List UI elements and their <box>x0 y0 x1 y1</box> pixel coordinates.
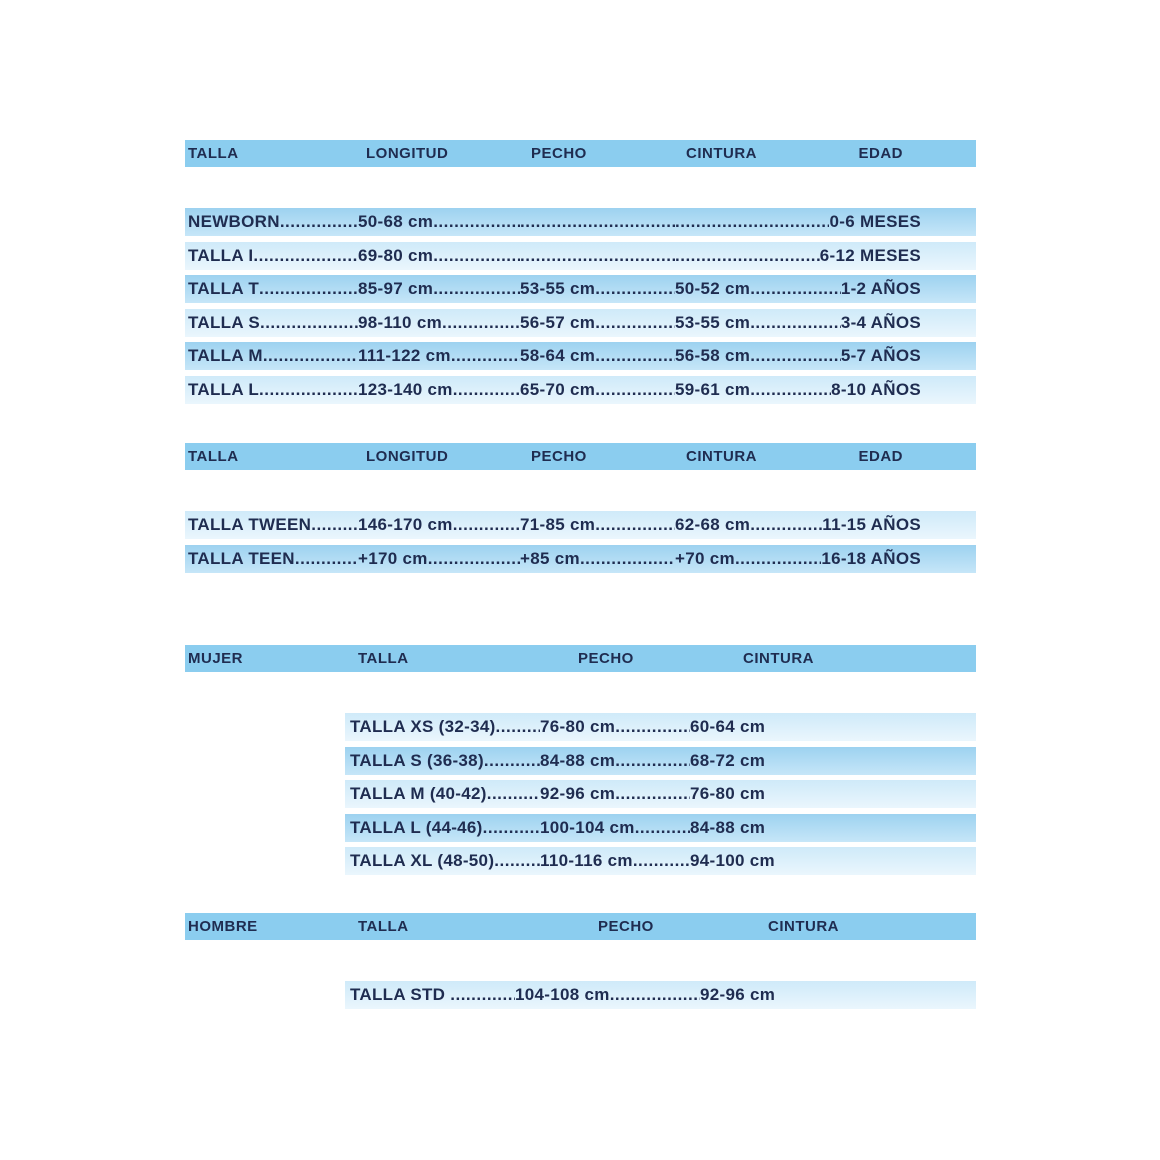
cintura-value: 76-80 cm <box>690 784 766 803</box>
dot-leader <box>595 376 675 404</box>
dot-leader <box>580 545 675 573</box>
dot-leader <box>520 242 675 270</box>
cell-talla <box>345 847 540 875</box>
cell-cintura <box>675 376 831 404</box>
pecho-value: +85 cm <box>520 548 580 568</box>
size-table-men <box>185 913 976 1015</box>
edad-value: 16-18 AÑOS <box>821 548 921 568</box>
pecho-value: 104-108 cm <box>515 985 610 1004</box>
table-row-teen <box>185 545 976 573</box>
pecho-value: 76-80 cm <box>540 717 616 736</box>
longitud-value: 85-97 cm <box>358 279 434 298</box>
dot-leader <box>496 713 540 741</box>
column-header-edad: EDAD <box>858 448 903 465</box>
cell-longitud <box>358 275 520 303</box>
talla-value: NEWBORN <box>188 212 280 231</box>
cell-longitud <box>358 342 520 370</box>
dot-leader <box>259 275 358 303</box>
column-header-cintura: CINTURA <box>743 650 814 667</box>
cell-pecho <box>520 242 675 270</box>
longitud-value: 50-68 cm <box>358 212 434 231</box>
cell-talla <box>185 208 358 236</box>
column-header-longitud: LONGITUD <box>366 145 449 162</box>
talla-value: TALLA L <box>188 379 260 399</box>
cell-cintura <box>675 242 820 270</box>
dot-leader <box>263 342 358 370</box>
size-table-kids-older <box>185 443 976 578</box>
cell-longitud <box>358 511 520 539</box>
table-row-women-l <box>345 814 976 842</box>
dot-leader <box>483 814 540 842</box>
cell-longitud <box>358 242 520 270</box>
dot-leader <box>750 376 831 404</box>
table-header-women <box>185 645 976 672</box>
cell-pecho <box>540 780 690 808</box>
cell-talla <box>345 814 540 842</box>
cell-edad <box>821 545 976 573</box>
cintura-value: 53-55 cm <box>675 312 751 332</box>
cintura-value: 62-68 cm <box>675 515 751 534</box>
cell-pecho <box>520 511 675 539</box>
cell-pecho <box>520 275 675 303</box>
table-row-newborn <box>185 208 976 236</box>
dot-leader <box>750 511 822 539</box>
column-header-edad: EDAD <box>858 145 903 162</box>
longitud-value: 111-122 cm <box>358 346 451 365</box>
dot-leader <box>595 342 675 370</box>
cell-pecho <box>520 376 675 404</box>
pecho-value: 53-55 cm <box>520 279 596 298</box>
longitud-value: +170 cm <box>358 548 428 568</box>
cell-pecho <box>520 309 675 337</box>
cell-pecho <box>515 981 700 1009</box>
dot-leader <box>260 309 358 337</box>
dot-leader <box>451 342 520 370</box>
cell-cintura <box>690 814 976 842</box>
cell-pecho <box>540 847 690 875</box>
talla-value: TALLA I <box>188 245 254 265</box>
edad-value: 6-12 MESES <box>819 245 921 265</box>
table-row-men-std <box>345 981 976 1009</box>
size-table-women <box>185 645 976 881</box>
cintura-value: 94-100 cm <box>690 851 775 870</box>
talla-value: TALLA M <box>188 346 263 365</box>
dot-leader <box>428 545 520 573</box>
edad-value: 8-10 AÑOS <box>831 379 921 399</box>
pecho-value: 92-96 cm <box>540 784 616 803</box>
table-row-talla-t <box>185 275 976 303</box>
column-header-pecho: PECHO <box>531 145 587 162</box>
cell-talla <box>185 309 358 337</box>
cell-talla <box>185 545 358 573</box>
cell-cintura <box>675 309 841 337</box>
longitud-value: 98-110 cm <box>358 312 442 332</box>
cintura-value: 84-88 cm <box>690 817 766 837</box>
cell-longitud <box>358 208 520 236</box>
column-header-pecho: PECHO <box>598 918 654 935</box>
edad-value: 11-15 AÑOS <box>822 515 921 534</box>
column-header-talla: TALLA <box>358 918 409 935</box>
cell-edad <box>829 208 976 236</box>
dot-leader <box>442 309 520 337</box>
table-body-men <box>185 940 976 1009</box>
cell-pecho <box>520 545 675 573</box>
column-header-talla: TALLA <box>188 448 239 465</box>
cell-pecho <box>520 342 675 370</box>
cell-cintura <box>690 713 976 741</box>
pecho-value: 65-70 cm <box>520 379 596 399</box>
cintura-value: 92-96 cm <box>700 985 776 1004</box>
cell-talla <box>185 242 358 270</box>
column-header-cintura: CINTURA <box>686 448 757 465</box>
cell-talla <box>185 376 358 404</box>
talla-value: TALLA XS (32-34) <box>350 717 496 736</box>
cell-pecho <box>540 747 690 775</box>
longitud-value: 69-80 cm <box>358 245 434 265</box>
cell-edad <box>822 511 976 539</box>
table-row-talla-m <box>185 342 976 370</box>
edad-value: 1-2 AÑOS <box>840 279 921 298</box>
cell-edad <box>820 242 976 270</box>
cell-pecho <box>540 713 690 741</box>
cell-cintura <box>700 981 976 1009</box>
column-header-pecho: PECHO <box>578 650 634 667</box>
table-body-kids-older <box>185 470 976 573</box>
cell-longitud <box>358 545 520 573</box>
dot-leader <box>433 242 520 270</box>
cell-talla <box>185 511 358 539</box>
dot-leader <box>675 208 829 236</box>
table-row-women-s <box>345 747 976 775</box>
talla-value: TALLA TEEN <box>188 548 295 568</box>
talla-value: TALLA S <box>188 312 260 332</box>
dot-leader <box>595 511 675 539</box>
dot-leader <box>615 780 690 808</box>
table-row-women-xl <box>345 847 976 875</box>
column-header-pecho: PECHO <box>531 448 587 465</box>
cell-edad <box>841 342 976 370</box>
dot-leader <box>635 814 690 842</box>
cell-cintura <box>675 208 829 236</box>
cell-longitud <box>358 376 520 404</box>
cell-edad <box>831 376 976 404</box>
cintura-value: 60-64 cm <box>690 717 766 736</box>
cell-pecho <box>520 208 675 236</box>
dot-leader <box>433 275 520 303</box>
cell-cintura <box>675 275 841 303</box>
dot-leader <box>520 208 675 236</box>
cell-talla <box>345 981 515 1009</box>
dot-leader <box>675 242 820 270</box>
dot-leader <box>450 981 515 1009</box>
table-row-women-xs <box>345 713 976 741</box>
table-row-talla-s <box>185 309 976 337</box>
table-header-kids-small <box>185 140 976 167</box>
cell-talla <box>185 342 358 370</box>
cell-talla <box>185 275 358 303</box>
talla-value: TALLA STD <box>350 985 451 1004</box>
cell-talla <box>345 713 540 741</box>
dot-leader <box>453 376 520 404</box>
size-table-kids-small <box>185 140 976 409</box>
cintura-value: 50-52 cm <box>675 279 751 298</box>
cell-talla <box>345 780 540 808</box>
cell-edad <box>841 309 976 337</box>
dot-leader <box>253 242 358 270</box>
cintura-value: 59-61 cm <box>675 379 751 399</box>
column-header-hombre: HOMBRE <box>188 918 258 935</box>
table-body-kids-small <box>185 167 976 404</box>
longitud-value: 146-170 cm <box>358 515 453 534</box>
pecho-value: 56-57 cm <box>520 312 596 332</box>
dot-leader <box>280 208 358 236</box>
table-row-women-m <box>345 780 976 808</box>
dot-leader <box>750 309 841 337</box>
dot-leader <box>484 747 540 775</box>
pecho-value: 110-116 cm <box>540 851 633 870</box>
dot-leader <box>615 713 690 741</box>
cell-cintura <box>675 342 841 370</box>
table-row-tween <box>185 511 976 539</box>
cintura-value: +70 cm <box>675 548 735 568</box>
dot-leader <box>433 208 520 236</box>
dot-leader <box>453 511 520 539</box>
cell-longitud <box>358 309 520 337</box>
talla-value: TALLA T <box>188 279 260 298</box>
dot-leader <box>615 747 690 775</box>
talla-value: TALLA M (40-42) <box>350 784 487 803</box>
dot-leader <box>494 847 540 875</box>
cell-cintura <box>690 847 976 875</box>
cell-cintura <box>675 511 822 539</box>
cell-talla <box>345 747 540 775</box>
cintura-value: 68-72 cm <box>690 750 766 770</box>
dot-leader <box>311 511 358 539</box>
column-header-mujer: MUJER <box>188 650 244 667</box>
column-header-cintura: CINTURA <box>686 145 757 162</box>
pecho-value: 100-104 cm <box>540 817 635 837</box>
dot-leader <box>259 376 358 404</box>
column-header-cintura: CINTURA <box>768 918 839 935</box>
talla-value: TALLA S (36-38) <box>350 750 484 770</box>
column-header-talla: TALLA <box>358 650 409 667</box>
dot-leader <box>295 545 358 573</box>
dot-leader <box>487 780 540 808</box>
edad-value: 3-4 AÑOS <box>840 312 921 332</box>
edad-value: 5-7 AÑOS <box>840 346 921 365</box>
table-row-talla-l <box>185 376 976 404</box>
talla-value: TALLA TWEEN <box>188 515 312 534</box>
dot-leader <box>750 342 841 370</box>
pecho-value: 71-85 cm <box>520 515 596 534</box>
dot-leader <box>633 847 690 875</box>
longitud-value: 123-140 cm <box>358 379 453 399</box>
talla-value: TALLA L (44-46) <box>350 817 483 837</box>
pecho-value: 84-88 cm <box>540 750 616 770</box>
pecho-value: 58-64 cm <box>520 346 596 365</box>
dot-leader <box>735 545 821 573</box>
table-row-talla-i <box>185 242 976 270</box>
dot-leader <box>595 275 675 303</box>
dot-leader <box>595 309 675 337</box>
table-header-men <box>185 913 976 940</box>
cell-cintura <box>675 545 821 573</box>
table-header-kids-older <box>185 443 976 470</box>
edad-value: 0-6 MESES <box>829 212 921 231</box>
table-body-women <box>185 672 976 875</box>
column-header-talla: TALLA <box>188 145 239 162</box>
dot-leader <box>750 275 841 303</box>
cintura-value: 56-58 cm <box>675 346 751 365</box>
dot-leader <box>610 981 700 1009</box>
talla-value: TALLA XL (48-50) <box>350 851 495 870</box>
cell-cintura <box>690 747 976 775</box>
column-header-longitud: LONGITUD <box>366 448 449 465</box>
cell-pecho <box>540 814 690 842</box>
cell-cintura <box>690 780 976 808</box>
cell-edad <box>841 275 976 303</box>
